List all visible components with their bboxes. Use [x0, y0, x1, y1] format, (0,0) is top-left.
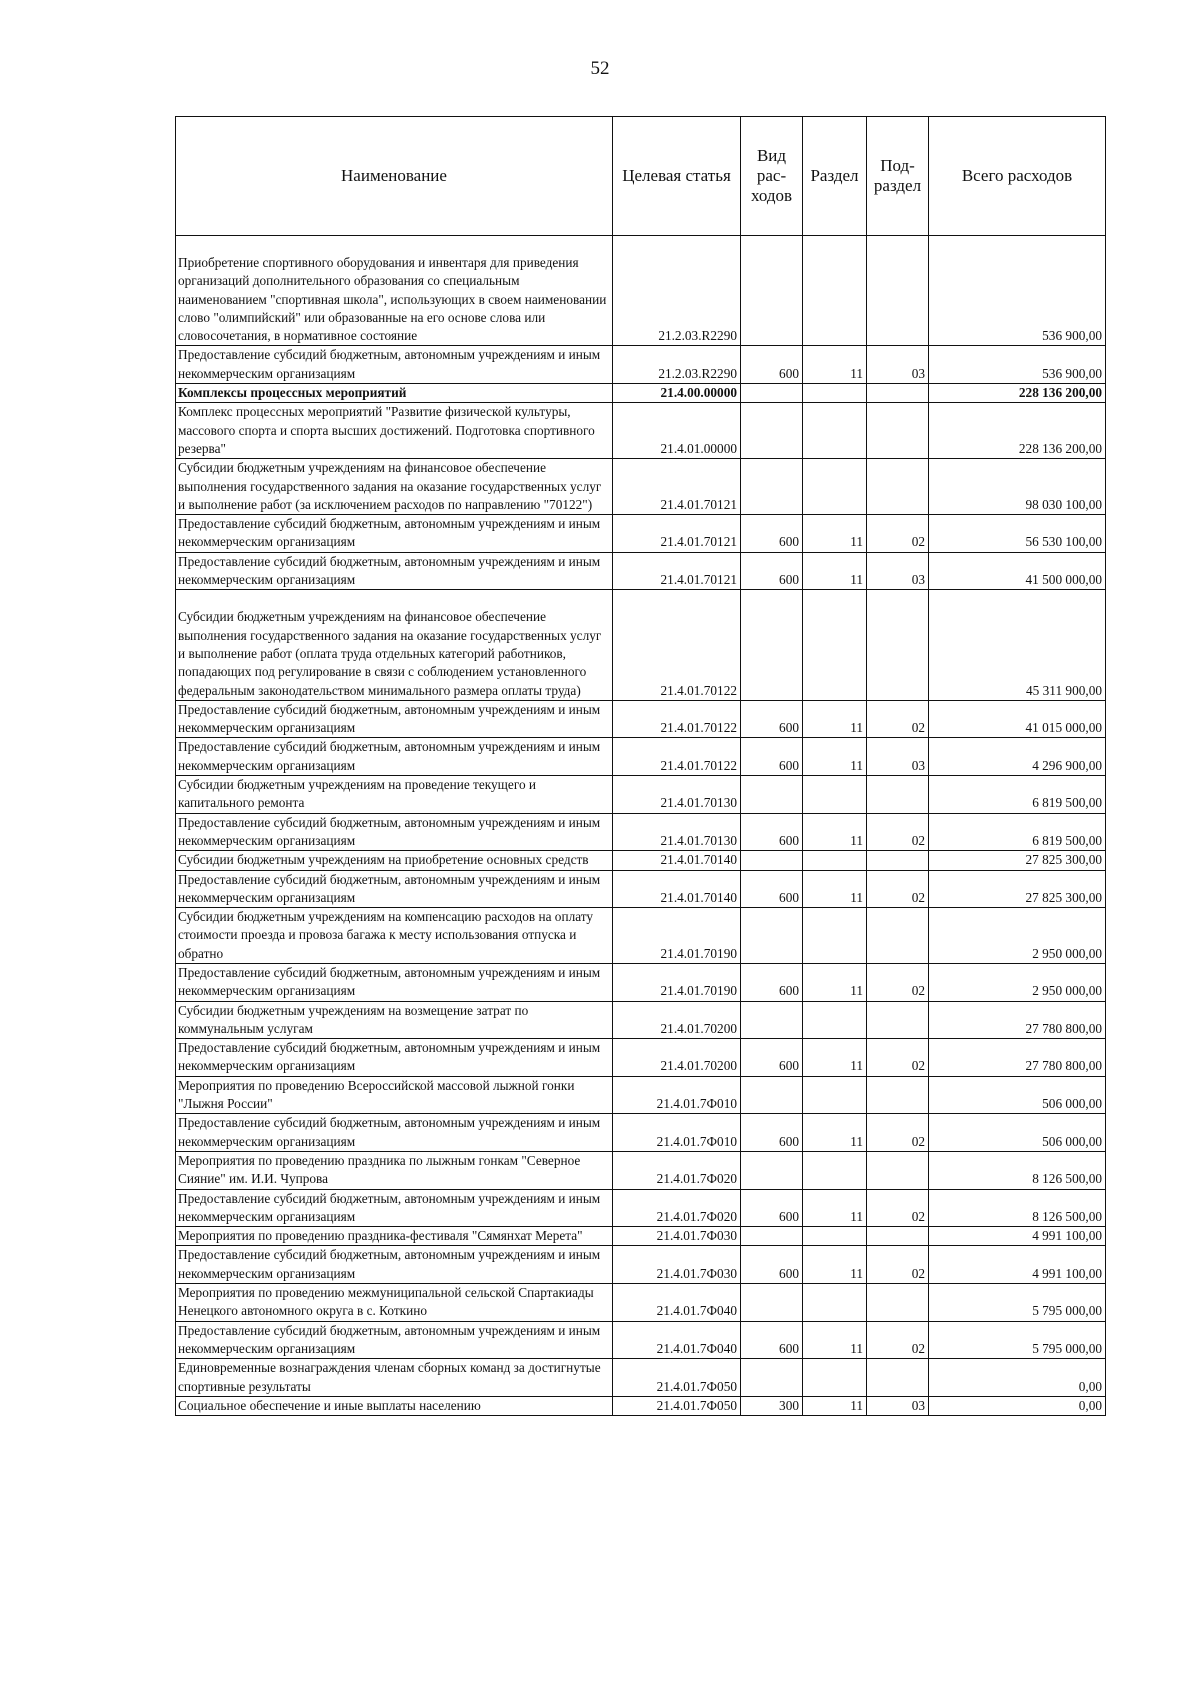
row-expense-type — [741, 851, 803, 870]
row-subsection: 03 — [867, 346, 929, 384]
row-section — [803, 403, 867, 459]
row-expense-type: 600 — [741, 813, 803, 851]
row-name: Предоставление субсидий бюджетным, автономным учреждениям и иным некоммерческим организациям — [176, 813, 613, 851]
row-subsection: 03 — [867, 552, 929, 590]
row-subsection: 02 — [867, 963, 929, 1001]
table-row — [176, 236, 1106, 346]
header-type: Вид рас-ходов — [741, 117, 803, 236]
row-name: Предоставление субсидий бюджетным, автономным учреждениям и иным некоммерческим организациям — [176, 700, 613, 738]
table-row — [176, 813, 1106, 851]
row-total: 8 126 500,00 — [929, 1189, 1106, 1227]
row-name: Субсидии бюджетным учреждениям на проведение текущего и капитального ремонта — [176, 776, 613, 814]
row-subsection — [867, 384, 929, 403]
row-code: 21.4.01.7Ф040 — [613, 1321, 741, 1359]
row-name: Единовременные вознаграждения членам сборных команд за достигнутые спортивные результаты — [176, 1359, 613, 1397]
row-code: 21.4.01.7Ф050 — [613, 1359, 741, 1397]
row-name: Предоставление субсидий бюджетным, автономным учреждениям и иным некоммерческим организациям — [176, 346, 613, 384]
row-expense-type — [741, 1227, 803, 1246]
table-row — [176, 515, 1106, 553]
row-section — [803, 776, 867, 814]
table-row — [176, 738, 1106, 776]
row-subsection: 02 — [867, 515, 929, 553]
row-code: 21.4.01.7Ф030 — [613, 1246, 741, 1284]
row-subsection — [867, 851, 929, 870]
row-section: 11 — [803, 515, 867, 553]
row-expense-type: 600 — [741, 1114, 803, 1152]
row-code: 21.4.01.7Ф010 — [613, 1076, 741, 1114]
row-name: Субсидии бюджетным учреждениям на возмещение затрат по коммунальным услугам — [176, 1001, 613, 1039]
row-subsection — [867, 908, 929, 964]
row-expense-type — [741, 459, 803, 515]
row-name: Приобретение спортивного оборудования и инвентаря для приведения организаций дополнительного образования со специальным наименованием "спортивная школа", использующих в своем наименовании слово "олимпийский" или образованные на его основе слова или словосочетания, в нормативное состояние — [176, 236, 613, 346]
row-total: 27 780 800,00 — [929, 1039, 1106, 1077]
row-code: 21.4.01.70200 — [613, 1001, 741, 1039]
row-subsection: 03 — [867, 738, 929, 776]
row-name: Предоставление субсидий бюджетным, автономным учреждениям и иным некоммерческим организациям — [176, 1246, 613, 1284]
page-number: 52 — [590, 58, 610, 79]
row-expense-type: 600 — [741, 552, 803, 590]
row-code: 21.4.00.00000 — [613, 384, 741, 403]
row-section: 11 — [803, 813, 867, 851]
row-code: 21.4.01.7Ф050 — [613, 1396, 741, 1415]
row-code: 21.4.01.7Ф040 — [613, 1284, 741, 1322]
row-section: 11 — [803, 870, 867, 908]
row-code: 21.4.01.70190 — [613, 908, 741, 964]
row-code: 21.2.03.R2290 — [613, 346, 741, 384]
row-name: Мероприятия по проведению праздника-фестиваля "Сямянхат Мерета" — [176, 1227, 613, 1246]
row-name: Предоставление субсидий бюджетным, автономным учреждениям и иным некоммерческим организациям — [176, 1189, 613, 1227]
table-row — [176, 1151, 1106, 1189]
row-total: 8 126 500,00 — [929, 1151, 1106, 1189]
table-row — [176, 1039, 1106, 1077]
row-total: 6 819 500,00 — [929, 813, 1106, 851]
row-subsection — [867, 1284, 929, 1322]
row-section: 11 — [803, 963, 867, 1001]
row-expense-type: 600 — [741, 738, 803, 776]
row-section — [803, 1076, 867, 1114]
table-row — [176, 1001, 1106, 1039]
row-code: 21.4.01.70200 — [613, 1039, 741, 1077]
row-section — [803, 1359, 867, 1397]
row-section — [803, 1284, 867, 1322]
row-total: 56 530 100,00 — [929, 515, 1106, 553]
row-subsection — [867, 1001, 929, 1039]
row-total: 228 136 200,00 — [929, 384, 1106, 403]
table-row — [176, 384, 1106, 403]
row-code: 21.2.03.R2290 — [613, 236, 741, 346]
row-total: 6 819 500,00 — [929, 776, 1106, 814]
row-code: 21.4.01.00000 — [613, 403, 741, 459]
row-expense-type — [741, 1076, 803, 1114]
table-row — [176, 1396, 1106, 1415]
row-name: Предоставление субсидий бюджетным, автономным учреждениям и иным некоммерческим организациям — [176, 1321, 613, 1359]
table-row — [176, 403, 1106, 459]
row-subsection — [867, 459, 929, 515]
table-row — [176, 590, 1106, 700]
row-total: 0,00 — [929, 1396, 1106, 1415]
row-subsection — [867, 1227, 929, 1246]
row-section: 11 — [803, 1114, 867, 1152]
header-name: Наименование — [176, 117, 613, 236]
header-row — [176, 117, 1106, 236]
row-section: 11 — [803, 1189, 867, 1227]
row-expense-type: 600 — [741, 346, 803, 384]
row-total: 4 296 900,00 — [929, 738, 1106, 776]
table-row — [176, 346, 1106, 384]
row-total: 2 950 000,00 — [929, 908, 1106, 964]
row-section — [803, 851, 867, 870]
row-name: Субсидии бюджетным учреждениям на компенсацию расходов на оплату стоимости проезда и провоза багажа к месту использования отпуска и обратно — [176, 908, 613, 964]
row-name: Предоставление субсидий бюджетным, автономным учреждениям и иным некоммерческим организациям — [176, 552, 613, 590]
row-code: 21.4.01.70121 — [613, 459, 741, 515]
row-expense-type: 600 — [741, 1039, 803, 1077]
row-expense-type: 600 — [741, 1189, 803, 1227]
table-row — [176, 1246, 1106, 1284]
row-name: Субсидии бюджетным учреждениям на приобретение основных средств — [176, 851, 613, 870]
row-expense-type: 600 — [741, 515, 803, 553]
table-row — [176, 1321, 1106, 1359]
row-expense-type — [741, 1284, 803, 1322]
row-code: 21.4.01.7Ф020 — [613, 1151, 741, 1189]
row-subsection: 02 — [867, 1189, 929, 1227]
row-subsection — [867, 236, 929, 346]
row-total: 0,00 — [929, 1359, 1106, 1397]
table-row — [176, 1227, 1106, 1246]
row-section: 11 — [803, 346, 867, 384]
row-total: 5 795 000,00 — [929, 1284, 1106, 1322]
row-code: 21.4.01.70130 — [613, 776, 741, 814]
row-section — [803, 236, 867, 346]
row-section — [803, 908, 867, 964]
table-row — [176, 776, 1106, 814]
row-subsection — [867, 1151, 929, 1189]
row-code: 21.4.01.70130 — [613, 813, 741, 851]
row-total: 536 900,00 — [929, 236, 1106, 346]
row-name: Предоставление субсидий бюджетным, автономным учреждениям и иным некоммерческим организациям — [176, 963, 613, 1001]
row-section: 11 — [803, 700, 867, 738]
row-total: 2 950 000,00 — [929, 963, 1106, 1001]
table-row — [176, 870, 1106, 908]
row-subsection: 02 — [867, 1039, 929, 1077]
row-total: 45 311 900,00 — [929, 590, 1106, 700]
row-expense-type: 600 — [741, 963, 803, 1001]
row-expense-type: 300 — [741, 1396, 803, 1415]
row-section — [803, 1001, 867, 1039]
row-expense-type — [741, 1151, 803, 1189]
header-total: Всего расходов — [929, 117, 1106, 236]
table-row — [176, 459, 1106, 515]
row-name: Субсидии бюджетным учреждениям на финансовое обеспечение выполнения государственного задания на оказание государственных услуг и выполнение работ (за исключением расходов по направлению "70122") — [176, 459, 613, 515]
row-subsection: 02 — [867, 700, 929, 738]
row-section — [803, 590, 867, 700]
row-section — [803, 1151, 867, 1189]
row-code: 21.4.01.7Ф030 — [613, 1227, 741, 1246]
row-subsection — [867, 776, 929, 814]
row-section — [803, 459, 867, 515]
row-code: 21.4.01.70190 — [613, 963, 741, 1001]
row-code: 21.4.01.70121 — [613, 515, 741, 553]
row-name: Мероприятия по проведению Всероссийской массовой лыжной гонки "Лыжня России" — [176, 1076, 613, 1114]
row-expense-type — [741, 1359, 803, 1397]
row-expense-type — [741, 776, 803, 814]
row-expense-type — [741, 1001, 803, 1039]
header-subsection: Под-раздел — [867, 117, 929, 236]
row-code: 21.4.01.70140 — [613, 851, 741, 870]
table-row — [176, 851, 1106, 870]
row-name: Субсидии бюджетным учреждениям на финансовое обеспечение выполнения государственного задания на оказание государственных услуг и выполнение работ (оплата труда отдельных категорий работников, попадающих под регулирование в связи с соблюдением установленного федеральным законодательством минимального размера оплаты труда) — [176, 590, 613, 700]
row-total: 41 500 000,00 — [929, 552, 1106, 590]
row-name: Комплексы процессных мероприятий — [176, 384, 613, 403]
table-row — [176, 1284, 1106, 1322]
row-expense-type — [741, 908, 803, 964]
row-name: Предоставление субсидий бюджетным, автономным учреждениям и иным некоммерческим организациям — [176, 1039, 613, 1077]
table-row — [176, 552, 1106, 590]
row-section: 11 — [803, 552, 867, 590]
row-section — [803, 1227, 867, 1246]
row-name: Комплекс процессных мероприятий "Развитие физической культуры, массового спорта и спорта высших достижений. Подготовка спортивного резерва" — [176, 403, 613, 459]
row-total: 41 015 000,00 — [929, 700, 1106, 738]
row-name: Мероприятия по проведению праздника по лыжным гонкам "Северное Сияние" им. И.И. Чупрова — [176, 1151, 613, 1189]
table-row — [176, 908, 1106, 964]
table-row — [176, 1114, 1106, 1152]
row-expense-type — [741, 590, 803, 700]
row-subsection: 02 — [867, 870, 929, 908]
row-code: 21.4.01.70122 — [613, 590, 741, 700]
row-subsection — [867, 403, 929, 459]
table-row — [176, 1076, 1106, 1114]
row-section: 11 — [803, 1246, 867, 1284]
row-subsection — [867, 1359, 929, 1397]
row-code: 21.4.01.70122 — [613, 738, 741, 776]
row-section: 11 — [803, 1396, 867, 1415]
row-total: 27 780 800,00 — [929, 1001, 1106, 1039]
row-section: 11 — [803, 738, 867, 776]
row-total: 27 825 300,00 — [929, 851, 1106, 870]
row-name: Предоставление субсидий бюджетным, автономным учреждениям и иным некоммерческим организациям — [176, 870, 613, 908]
row-name: Предоставление субсидий бюджетным, автономным учреждениям и иным некоммерческим организациям — [176, 515, 613, 553]
table-row — [176, 963, 1106, 1001]
row-code: 21.4.01.70121 — [613, 552, 741, 590]
table-row — [176, 1189, 1106, 1227]
row-expense-type: 600 — [741, 1321, 803, 1359]
row-subsection: 02 — [867, 813, 929, 851]
row-total: 4 991 100,00 — [929, 1227, 1106, 1246]
row-total: 536 900,00 — [929, 346, 1106, 384]
table-row — [176, 700, 1106, 738]
row-expense-type: 600 — [741, 1246, 803, 1284]
row-expense-type — [741, 384, 803, 403]
row-total: 5 795 000,00 — [929, 1321, 1106, 1359]
row-name: Мероприятия по проведению межмуниципальной сельской Спартакиады Ненецкого автономного округа в с. Коткино — [176, 1284, 613, 1322]
row-total: 98 030 100,00 — [929, 459, 1106, 515]
row-total: 506 000,00 — [929, 1076, 1106, 1114]
table-body — [176, 236, 1106, 1416]
row-name: Социальное обеспечение и иные выплаты населению — [176, 1396, 613, 1415]
row-expense-type — [741, 236, 803, 346]
row-code: 21.4.01.7Ф010 — [613, 1114, 741, 1152]
row-name: Предоставление субсидий бюджетным, автономным учреждениям и иным некоммерческим организациям — [176, 738, 613, 776]
row-code: 21.4.01.70122 — [613, 700, 741, 738]
row-total: 506 000,00 — [929, 1114, 1106, 1152]
row-subsection — [867, 590, 929, 700]
row-total: 4 991 100,00 — [929, 1246, 1106, 1284]
row-subsection: 03 — [867, 1396, 929, 1415]
budget-table — [175, 116, 1106, 1416]
row-subsection: 02 — [867, 1246, 929, 1284]
row-subsection — [867, 1076, 929, 1114]
row-subsection: 02 — [867, 1114, 929, 1152]
row-name: Предоставление субсидий бюджетным, автономным учреждениям и иным некоммерческим организациям — [176, 1114, 613, 1152]
table-row — [176, 1359, 1106, 1397]
row-subsection: 02 — [867, 1321, 929, 1359]
row-expense-type: 600 — [741, 700, 803, 738]
row-code: 21.4.01.70140 — [613, 870, 741, 908]
row-section: 11 — [803, 1321, 867, 1359]
header-code: Целевая статья — [613, 117, 741, 236]
row-expense-type — [741, 403, 803, 459]
header-section: Раздел — [803, 117, 867, 236]
row-code: 21.4.01.7Ф020 — [613, 1189, 741, 1227]
row-total: 228 136 200,00 — [929, 403, 1106, 459]
row-section — [803, 384, 867, 403]
row-expense-type: 600 — [741, 870, 803, 908]
row-section: 11 — [803, 1039, 867, 1077]
row-total: 27 825 300,00 — [929, 870, 1106, 908]
